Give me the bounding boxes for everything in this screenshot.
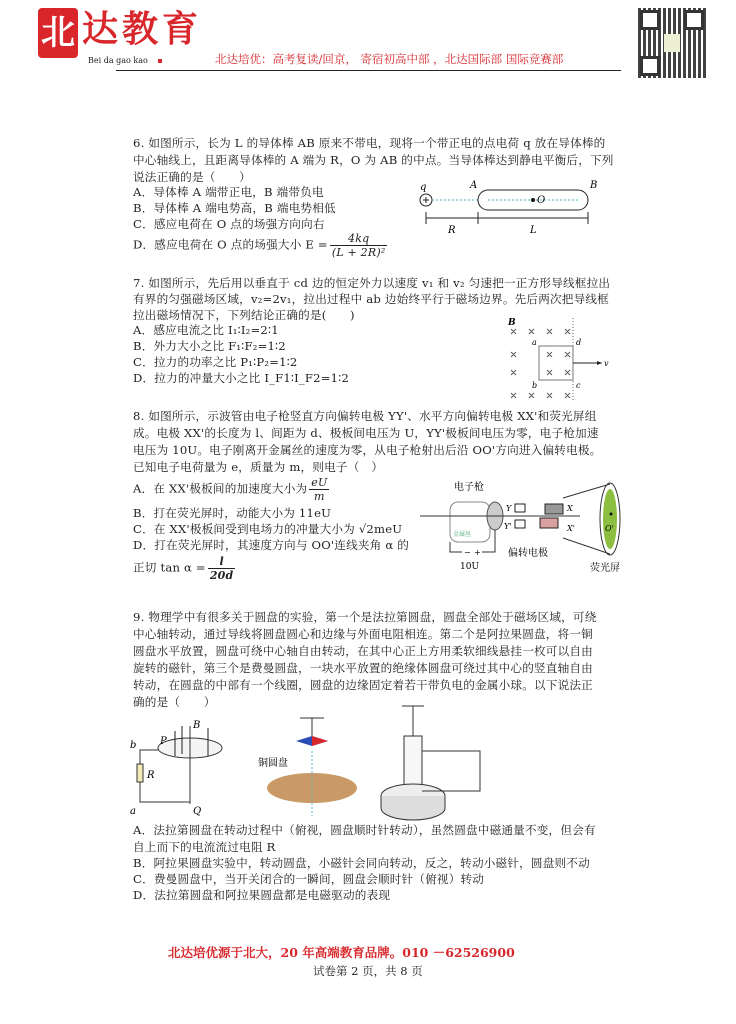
label-v: v [604, 359, 609, 368]
q8-stem-line: 成。电极 XX'的长度为 l、间距为 d、极板间电压为 U，YY'极板间电压为零，电子枪加速 [133, 426, 599, 440]
label-B: B [193, 720, 201, 731]
q9-stem-line: 圆盘水平放置，圆盘可绕中心轴自由转动，在其中心正上方用柔软细线悬挂一枚可以自由 [133, 644, 593, 658]
brand-pinyin: Bei da gao kao [88, 56, 148, 65]
q8-figure [420, 476, 625, 576]
q7-stem-line: 7. 如图所示，先后用以垂直于 cd 边的恒定外力以速度 v₁ 和 v₂ 匀速把一正方形导线框拉出 [133, 276, 611, 290]
qr-code [638, 8, 706, 78]
label-B-field: B [508, 318, 516, 328]
label-screen: 荧光屏 [590, 563, 620, 574]
page-number: 试卷第 2 页，共 8 页 [313, 964, 423, 978]
label-Y: Y [506, 504, 512, 513]
q6-figure [418, 180, 608, 236]
q8-option-d-cont: 正切 tan α = $\frac{l}{20d}$ [133, 555, 234, 582]
q9-stem-line: 确的是（ ） [133, 695, 216, 709]
label-q: q [420, 182, 427, 193]
q6-option-d[interactable]: D．感应电荷在 O 点的场强大小 E = $\frac{4kq}{\text{(L + 2R)²}}$ [133, 232, 386, 259]
q9-stem-line: 9. 物理学中有很多关于圆盘的实验，第一个是法拉第圆盘，圆盘全部处于磁场区域，可绕 [133, 610, 597, 624]
q8-option-c[interactable]: C．在 XX'极板间受到电场力的冲量大小为 √2meU [133, 522, 403, 536]
label-R: R [147, 770, 155, 781]
q8-option-a[interactable]: A．在 XX'极板间的加速度大小为 $\frac{eU}{m}$ [133, 476, 328, 503]
label-electrodes: 偏转电极 [508, 548, 548, 559]
label-L: L [530, 225, 537, 236]
q9-stem-line: 转动，在圆盘的中部有一个线圈，圆盘的边缘固定着若干带负电的金属小球。以下说法正 [133, 678, 593, 692]
q7-stem-line: 有界的匀强磁场区域，v₂=2v₁，拉出过程中 ab 边始终平行于磁场边界。先后两次把导线框 [133, 292, 609, 306]
label-Y-prime: Y' [504, 522, 512, 531]
header-rule [116, 70, 621, 71]
brand-dot [158, 59, 162, 63]
label-X-prime: X' [567, 524, 575, 533]
label-wire: 金属丝 [453, 531, 472, 538]
header-slogan: 北达培优：高考复读/回京， 寄宿初高中部 ，北达国际部 国际竞赛部 [215, 52, 564, 66]
label-a: a [532, 338, 537, 347]
q7-option-a[interactable]: A．感应电流之比 I₁∶I₂=2∶1 [133, 323, 279, 337]
q7-stem-line: 拉出磁场情况下，下列结论正确的是( ) [133, 308, 355, 322]
q6-option-c[interactable]: C．感应电荷在 O 点的场强方向向右 [133, 217, 325, 231]
label-minus: − [464, 548, 471, 557]
label-c: c [576, 381, 581, 390]
label-R: R [448, 225, 456, 236]
q9-option-d[interactable]: D．法拉第圆盘和阿拉果圆盘都是电磁驱动的表现 [133, 888, 391, 902]
q9-figures [130, 706, 500, 818]
label-plus: + [474, 548, 481, 557]
brand-name: 达教育 [82, 8, 203, 50]
label-Q: Q [193, 806, 202, 817]
label-voltage: 10U [460, 562, 480, 572]
q9-stem-line: 旋转的磁针，第三个是费曼圆盘，一块水平放置的绝缘体圆盘可绕过其中心的竖直轴自由 [133, 661, 593, 675]
label-O: O [537, 195, 546, 206]
q7-option-b[interactable]: B．外力大小之比 F₁∶F₂=1∶2 [133, 339, 286, 353]
q9-option-a-cont: 自上而下的电流流过电阻 R [133, 840, 276, 854]
q6-stem-line: 中心轴线上，且距离导体棒的 A 端为 R，O 为 AB 的中点。当导体棒达到静电平衡后，下列 [133, 153, 614, 167]
footer-slogan: 北达培优源于北大，20 年高端教育品牌。010 －62526900 [168, 945, 515, 960]
field-cross-marks [511, 329, 570, 398]
label-P: P [160, 736, 167, 747]
q6-stem-line: 说法正确的是（ ） [133, 170, 251, 184]
label-X: X [567, 504, 573, 513]
q7-option-c[interactable]: C．拉力的功率之比 P₁∶P₂=1∶2 [133, 355, 298, 369]
q8-stem-line: 电压为 10U。电子刚离开金属丝的速度为零，从电子枪射出后沿 OO'方向进入偏转电极。 [133, 443, 602, 457]
q7-option-d[interactable]: D．拉力的冲量大小之比 I_F1∶I_F2=1∶2 [133, 371, 350, 385]
label-b: b [532, 381, 538, 390]
label-gun: 电子枪 [454, 482, 484, 493]
label-d: d [576, 338, 582, 347]
q8-option-b[interactable]: B．打在荧光屏时，动能大小为 11eU [133, 506, 332, 520]
q6-option-b[interactable]: B．导体棒 A 端电势高，B 端电势相低 [133, 201, 336, 215]
label-a: a [130, 806, 136, 817]
q9-option-a[interactable]: A．法拉第圆盘在转动过程中（俯视，圆盘顺时针转动），虽然圆盘中磁通量不变，但会有 [133, 823, 596, 837]
label-b: b [130, 740, 137, 751]
q8-stem-line: 8. 如图所示，示波管由电子枪竖直方向偏转电极 YY'、水平方向偏转电极 XX'和荧光屏组 [133, 409, 597, 423]
q8-option-d[interactable]: D．打在荧光屏时，其速度方向与 OO'连线夹角 α 的 [133, 538, 410, 552]
label-A: A [470, 180, 478, 191]
logo-box: 北 [38, 8, 78, 58]
q9-stem-line: 中心轴转动，通过导线将圆盘圆心和边缘与外面电阻相连。第二个是阿拉果圆盘，将一铜 [133, 627, 593, 641]
q9-option-b[interactable]: B．阿拉果圆盘实验中，转动圆盘，小磁针会同向转动，反之，转动小磁针，圆盘则不动 [133, 856, 590, 870]
q8-stem-line: 已知电子电荷量为 e，质量为 m，则电子（ ） [133, 460, 384, 474]
q9-option-c[interactable]: C．费曼圆盘中，当开关闭合的一瞬间，圆盘会顺时针（俯视）转动 [133, 872, 485, 886]
q6-stem-line: 6. 如图所示，长为 L 的导体棒 AB 原来不带电，现将一个带正电的点电荷 q 放在导体棒的 [133, 136, 606, 150]
q6-option-a[interactable]: A．导体棒 A 端带正电，B 端带负电 [133, 185, 324, 199]
label-O-prime: O' [605, 524, 614, 533]
q7-figure [508, 318, 612, 402]
label-copper-disk: 铜圆盘 [258, 758, 288, 769]
label-B: B [590, 180, 598, 191]
